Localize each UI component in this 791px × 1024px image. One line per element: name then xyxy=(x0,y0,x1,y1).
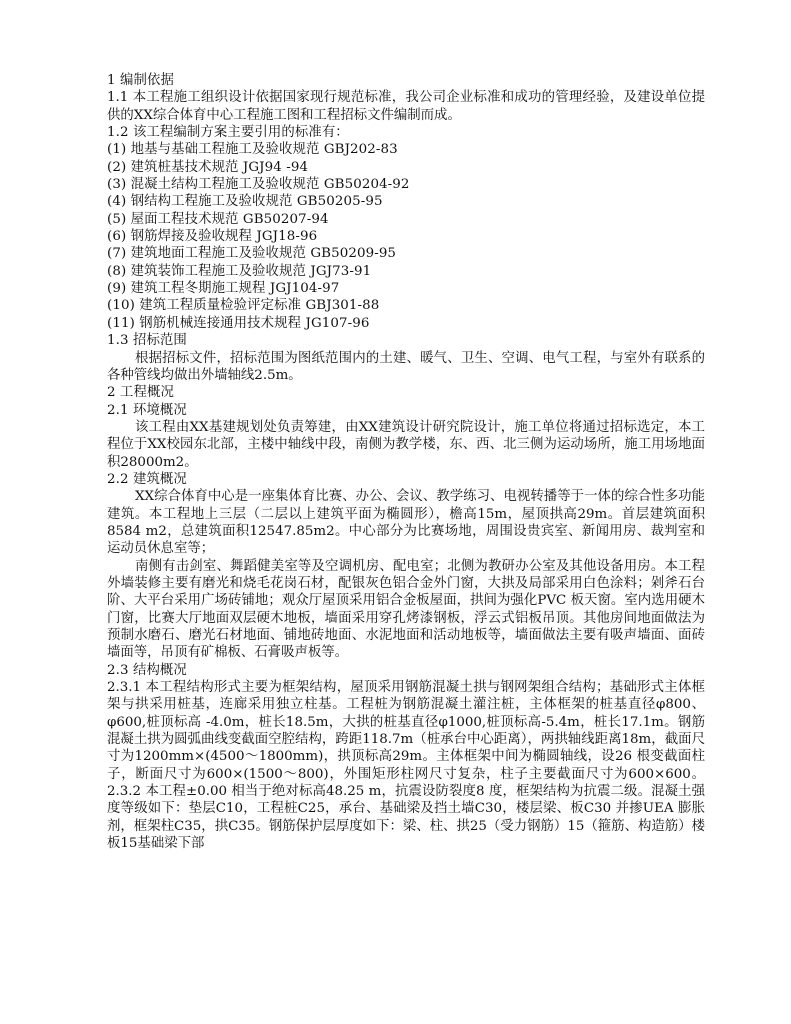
standard-item: (2) 建筑桩基技术规范 JGJ94 -94 xyxy=(107,159,309,175)
paragraph-1-3: 根据招标文件，招标范围为图纸范围内的土建、暖气、卫生、空调、电气工程，与室外有联系的各种管线均做出外墙轴线2.5m。 xyxy=(107,350,705,383)
standard-item: (11) 钢筋机械连接通用技术规程 JG107-96 xyxy=(107,315,370,331)
standard-item: (7) 建筑地面工程施工及验收规范 GB50209-95 xyxy=(107,246,397,262)
standard-item: (1) 地基与基础工程施工及验收规范 GBJ202-83 xyxy=(107,142,398,158)
standards-list xyxy=(107,141,705,332)
standard-item: (6) 钢筋焊接及验收规程 JGJ18-96 xyxy=(107,229,318,245)
standard-item: (3) 混凝土结构工程施工及验收规范 GB50204-92 xyxy=(107,177,410,193)
paragraph-2-1: 该工程由XX基建规划处负责筹建，由XX建筑设计研究院设计，施工单位将通过招标选定，本工程位于XX校园东北部，主楼中轴线中段，南侧为教学楼，东、西、北三侧为运动场所，施工用场地面积28000m2。 xyxy=(107,419,705,470)
section-heading-2-2: 2.2 建筑概况 xyxy=(107,471,187,487)
standard-item: (4) 钢结构工程施工及验收规范 GB50205-95 xyxy=(107,194,383,210)
section-heading-2-1: 2.1 环境概况 xyxy=(107,402,187,418)
section-heading-2: 2 工程概况 xyxy=(107,385,174,401)
standard-item: (9) 建筑工程冬期施工规程 JGJ104-97 xyxy=(107,281,340,297)
section-heading-1-2: 1.2 该工程编制方案主要引用的标准有： xyxy=(107,125,349,141)
standard-item: (5) 屋面工程技术规范 GB50207-94 xyxy=(107,211,329,227)
section-heading-2-3: 2.3 结构概况 xyxy=(107,662,187,678)
paragraph-1-1: 1.1 本工程施工组织设计依据国家现行规范标准，我公司企业标准和成功的管理经验，及建设单位提供的XX综合体育中心工程施工图和工程招标文件编制而成。 xyxy=(107,90,705,123)
standard-item: (10) 建筑工程质量检验评定标准 GBJ301-88 xyxy=(107,298,380,314)
paragraph-2-2b: 南侧有击剑室、舞蹈健美室等及空调机房、配电室；北侧为教研办公室及其他设备用房。本工程外墙装修主要有磨光和烧毛花岗石材，配银灰色铝合金外门窗，大拱及局部采用白色涂料；剁斧石台阶、大平台采用广场砖铺地；观众厅屋顶采用铝合金板屋面，拱间为强化PVC 板天窗。室内选用硬木门窗，比赛大厅地面双层硬木地板，墙面采用穿孔烤漆钢板，浮云式铝板吊顶。其他房间地面做法为预制水磨石、磨光石材地面、铺地砖地面、水泥地面和活动地板等，墙面做法主要有吸声墙面、面砖墙面等，吊顶有矿棉板、石膏吸声板等。 xyxy=(107,558,705,661)
standard-item: (8) 建筑装饰工程施工及验收规范 JGJ73-91 xyxy=(107,263,372,279)
paragraph-2-3: 2.3.1 本工程结构形式主要为框架结构，屋顶采用钢筋混凝土拱与钢网架组合结构；基础形式主体框架与拱采用桩基，连廊采用独立柱基。工程桩为钢筋混凝土灌注桩，主体框架的桩基直径φ800、φ600,桩顶标高 -4.0m，桩长18.5m，大拱的桩基直径φ1000,桩顶标高-5.4m，桩长17.1m。钢筋混凝土拱为圆弧曲线变截面空腔结构，跨距118.7m（桩承台中心距离），两拱轴线距离18m，截面尺寸为1200mm×(4500～1800mm)，拱顶标高29m。主体框架中间为椭圆轴线，设26 根变截面柱子，断面尺寸为600×(1500～800)，外围矩形柱网尺寸复杂，柱子主要截面尺寸为600×600。2.3.2 本工程±0.00 相当于绝对标高48.25 m，抗震设防裂度8 度，框架结构为抗震二级。混凝土强度等级如下：垫层C10，工程桩C25，承台、基础梁及挡土墙C30，楼层梁、板C30 并掺UEA 膨胀剂，框架柱C35，拱C35。钢筋保护层厚度如下：梁、柱、拱25（受力钢筋）15（箍筋、构造筋）楼板15基础梁下部 xyxy=(107,680,705,852)
section-heading-1: 1 编制依据 xyxy=(107,73,174,88)
paragraph-2-2a: XX综合体育中心是一座集体育比赛、办公、会议、教学练习、电视转播等于一体的综合性多功能建筑。本工程地上三层（二层以上建筑平面为椭圆形），檐高15m，屋顶拱高29m。首层建筑面积8584 m2，总建筑面积12547.85m2。中心部分为比赛场地，周围设贵宾室、新闻用房、裁判室和运动员休息室等； xyxy=(107,489,705,557)
section-heading-1-3: 1.3 招标范围 xyxy=(107,333,187,349)
